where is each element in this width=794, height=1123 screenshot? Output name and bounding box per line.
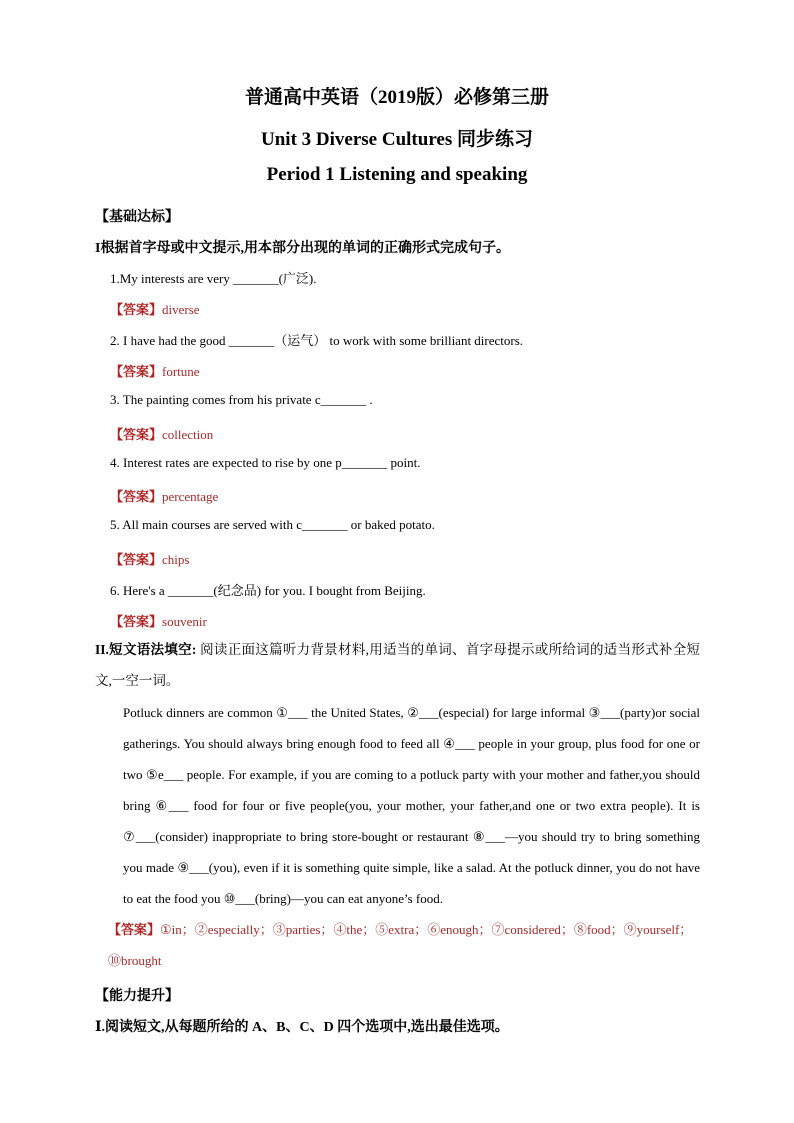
passage — [95, 697, 700, 914]
part2-answers — [108, 914, 700, 976]
answer-4 — [110, 486, 218, 505]
question-1: 1.My interests are very _______(广泛). — [110, 271, 317, 286]
answer-label: 【答案】 — [110, 614, 163, 629]
passage-text: Potluck dinners are common ①___ the United States, ②___(especial) for large informal ③___(party)or social gatherings. You should always bring enough food to feed all ④___ people in your group, plus food for one or two ⑤e___ people. For example, if you are coming to a potluck party with your mother and father,you should bring ⑥___ food for four or five people(you, your mother, your father,and one or two extra people). It is ⑦___(consider) inappropriate to bring store-bought or restaurant ⑧___—you should try to bring something you made ⑨___(you), even if it is something quite simple, like a salad. At the potluck dinner, you do not have to eat the food you ⑩___(bring)—you can eat anyone’s food. — [123, 705, 700, 906]
question-4: 4. Interest rates are expected to rise by one p_______ point. — [110, 455, 421, 470]
answer-label: 【答案】 — [110, 302, 163, 317]
answer-text: souvenir — [162, 614, 207, 629]
question-2: 2. I have had the good _______（运气） to work with some brilliant directors. — [110, 333, 524, 348]
answer-label: 【答案】 — [108, 922, 161, 937]
title-line-3: Period 1 Listening and speaking — [266, 164, 528, 185]
answer-text: collection — [162, 427, 214, 442]
title-line-1: 普通高中英语（2019版）必修第三册 — [244, 87, 549, 108]
part2-instruction-text: 阅读正面这篇听力背景材料,用适当的单词、首字母提示或所给词的适当形式补全短文,一空一词。 — [95, 642, 700, 688]
answer-label: 【答案】 — [110, 552, 163, 567]
title-line-2: Unit 3 Diverse Cultures 同步练习 — [261, 129, 533, 150]
answer-text: diverse — [162, 302, 200, 317]
advanced-section-header: 【能力提升】 — [95, 989, 179, 1004]
answer-label: 【答案】 — [110, 427, 163, 442]
answer-text: chips — [162, 552, 190, 567]
part1-instruction: I根据首字母或中文提示,用本部分出现的单词的正确形式完成句子。 — [95, 241, 510, 256]
question-3: 3. The painting comes from his private c_______ . — [110, 392, 373, 407]
question-5: 5. All main courses are served with c_______ or baked potato. — [110, 517, 435, 532]
part2-instruction-title: II.短文语法填空: — [95, 642, 197, 657]
answer-3 — [110, 424, 213, 443]
question-6: 6. Here's a _______(纪念品) for you. I bought from Beijing. — [110, 583, 426, 598]
answer-text: fortune — [162, 364, 200, 379]
answer-label: 【答案】 — [110, 364, 163, 379]
answer-label: 【答案】 — [110, 489, 163, 504]
part2-instruction — [95, 634, 700, 696]
part2-answers-text: ①in；②especially；③parties；④the；⑤extra；⑥enough；⑦considered；⑧food；⑨yourself；⑩brought — [108, 922, 693, 968]
answer-2 — [110, 361, 200, 380]
answer-text: percentage — [162, 489, 219, 504]
advanced-instruction: Ⅰ.阅读短文,从每题所给的 A、B、C、D 四个选项中,选出最佳选项。 — [95, 1020, 509, 1035]
basic-section-header: 【基础达标】 — [95, 210, 179, 225]
answer-1 — [110, 299, 200, 318]
answer-5 — [110, 549, 189, 568]
answer-6 — [110, 611, 207, 630]
